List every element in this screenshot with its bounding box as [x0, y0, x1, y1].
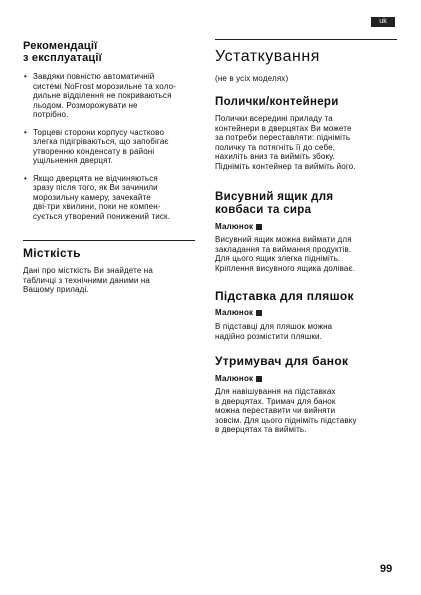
capacity-text [23, 266, 195, 295]
language-tab: uk [371, 17, 395, 27]
figure-text: Малюнок [215, 222, 254, 231]
drawer-title-line1: Висувний ящик для [215, 191, 334, 203]
line: зовсім. Для цього підніміть підставку [215, 415, 357, 425]
recommendations-title-line1: Рекомендації [23, 40, 98, 52]
line: за потреби переставляти: підніміть [215, 133, 351, 142]
shelves-text [215, 114, 397, 171]
line: ущільнення дверцят. [33, 156, 113, 165]
recommendations-title-line2: з експлуатації [23, 52, 102, 64]
recommendations-list [23, 72, 195, 229]
page-number: 99 [380, 563, 393, 575]
line: Кріплення висувного ящика доліває. [215, 263, 356, 273]
divider [215, 39, 397, 40]
jar-holder-title: Утримувач для банок [215, 354, 349, 368]
list-item [23, 174, 195, 222]
line: Підніміть контейнер та вийміть його. [215, 161, 356, 171]
line: льодом. Розморожувати не [33, 100, 138, 110]
line: зразу після того, як Ви зачинили [33, 183, 158, 192]
line: надійно розмістити пляшки. [215, 331, 322, 341]
line: Торцеві сторони корпусу частково [33, 127, 165, 137]
recommendations-section [23, 40, 195, 64]
line: в дверцятах. Тримач для банок [215, 396, 336, 406]
line: Якщо дверцята не відчиняються [33, 173, 158, 183]
bottle-stand-figure-label [215, 308, 262, 318]
line: контейнери в дверцятах Ви можете [215, 123, 352, 133]
bottle-stand-title: Підставка для пляшок [215, 289, 354, 303]
equipment-title: Устаткування [215, 48, 320, 65]
line: злегка підігріваються, що запобігає [33, 137, 169, 146]
figure-square-icon [256, 376, 262, 382]
line: закладання та виймання продуктів. [215, 244, 352, 254]
line: Дані про місткість Ви знайдете на [23, 266, 153, 275]
line: табличці з технічними даними на [23, 275, 151, 285]
line: в дверцятах та вийміть. [215, 425, 307, 434]
line: потрібно. [33, 110, 69, 119]
capacity-title: Місткість [23, 246, 81, 260]
bullet-icon: • [24, 127, 27, 137]
figure-text: Малюнок [215, 308, 254, 317]
line: системі NoFrost морозильне та холо- [33, 81, 177, 91]
line: Полички всередині приладу та [215, 114, 333, 123]
line: поличку та потягніть її до себе, [215, 142, 336, 152]
figure-text: Малюнок [215, 374, 254, 383]
line: Для навішування на підставках [215, 387, 336, 396]
list-item [23, 128, 195, 166]
line: В підставці для пляшок можна [215, 322, 333, 331]
bullet-icon: • [24, 173, 27, 183]
equipment-subtitle: (не в усіх моделях) [215, 74, 289, 83]
figure-square-icon [256, 310, 262, 316]
figure-square-icon [256, 224, 262, 230]
line: Завдяки повністю автоматичній [33, 72, 155, 81]
drawer-title-line2: ковбаси та сира [215, 204, 312, 216]
jar-holder-figure-label [215, 374, 262, 384]
line: Для цього ящик злегка підніміть. [215, 254, 341, 263]
bullet-icon: • [24, 72, 27, 81]
line: утворенню конденсату в районі [33, 146, 155, 156]
shelves-title: Полички/контейнери [215, 96, 339, 108]
drawer-figure-label [215, 222, 262, 232]
bottle-stand-text [215, 322, 397, 341]
line: Вашому приладі. [23, 285, 89, 294]
list-item [23, 72, 195, 120]
line: дильне відділення не покриваються [33, 91, 172, 100]
line: можна переставити чи вийняти [215, 406, 336, 415]
line: нахиліть вниз та вийміть збоку. [215, 152, 335, 161]
drawer-title [215, 191, 333, 217]
drawer-text [215, 235, 397, 273]
line: Висувний ящик можна виймати для [215, 235, 352, 244]
jar-holder-text [215, 387, 397, 435]
divider [23, 240, 195, 241]
line: сується утворений понижений тиск. [33, 211, 171, 221]
line: морозильну камеру, зачекайте [33, 192, 151, 202]
line: дві-три хвилини, поки не компен- [33, 202, 161, 211]
